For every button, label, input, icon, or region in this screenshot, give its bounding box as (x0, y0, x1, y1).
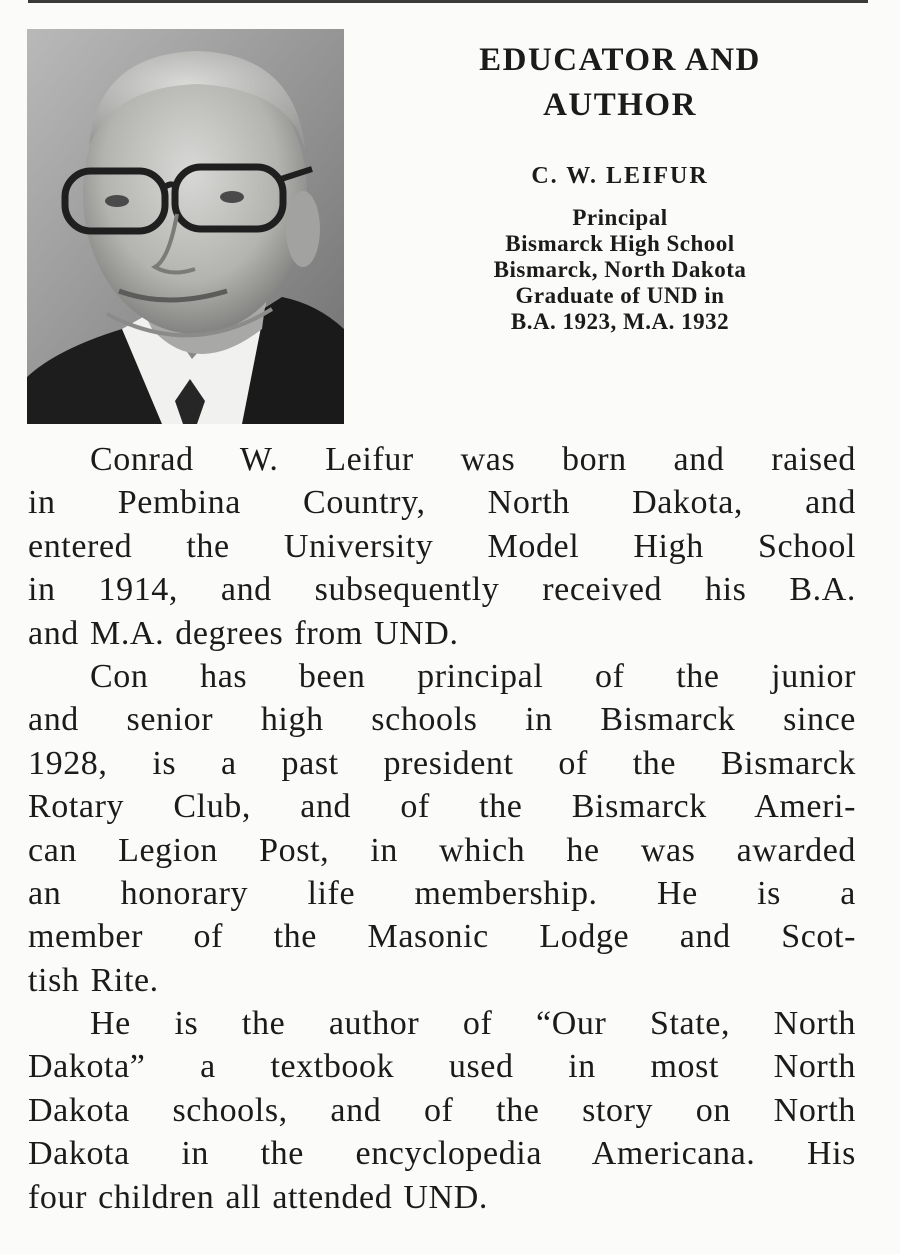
text-line: Con has been principal of the junior (90, 657, 856, 695)
text-line: an honorary life membership. He is a (28, 874, 856, 912)
text-line: and M.A. degrees from UND. (28, 614, 459, 652)
text-line: and senior high schools in Bismarck since (28, 701, 856, 739)
paragraph (28, 438, 856, 655)
text-line: in 1914, and subsequently received his B.A. (28, 571, 856, 609)
text-line: Conrad W. Leifur was born and raised (90, 441, 856, 478)
paragraph (28, 1002, 856, 1219)
text-line: Dakota in the encyclopedia Americana. His (28, 1135, 856, 1173)
detail-line: Bismarck, North Dakota (493, 257, 747, 282)
text-line: Dakota” a textbook used in most North (28, 1048, 856, 1086)
headline-line: AUTHOR (543, 87, 697, 123)
person-details (400, 205, 840, 335)
detail-line: B.A. 1923, M.A. 1932 (510, 309, 730, 334)
text-line: He is the author of “Our State, North (90, 1005, 856, 1043)
headline-line: EDUCATOR AND (479, 42, 761, 78)
paragraph (28, 655, 856, 1002)
text-line: in Pembina Country, North Dakota, and (28, 484, 856, 522)
top-rule (28, 0, 868, 3)
text-line: Rotary Club, and of the Bismarck Ameri- (28, 788, 856, 826)
text-line: Dakota schools, and of the story on North (28, 1091, 856, 1129)
portrait-image (27, 29, 344, 424)
article-header (400, 38, 840, 335)
person-name: C. W. LEIFUR (531, 163, 709, 189)
text-line: can Legion Post, in which he was awarded (28, 831, 856, 869)
detail-line: Graduate of UND in (515, 283, 725, 308)
text-line: entered the University Model High School (28, 527, 856, 565)
text-line: four children all attended UND. (28, 1178, 488, 1216)
text-line: 1928, is a past president of the Bismarck (28, 744, 856, 782)
headline (400, 38, 840, 128)
detail-line: Bismarck High School (505, 231, 735, 256)
text-line: member of the Masonic Lodge and Scot- (28, 918, 856, 956)
portrait-photo (27, 29, 344, 424)
article-body (28, 438, 856, 1219)
text-line: tish Rite. (28, 961, 159, 999)
detail-line: Principal (572, 205, 668, 230)
